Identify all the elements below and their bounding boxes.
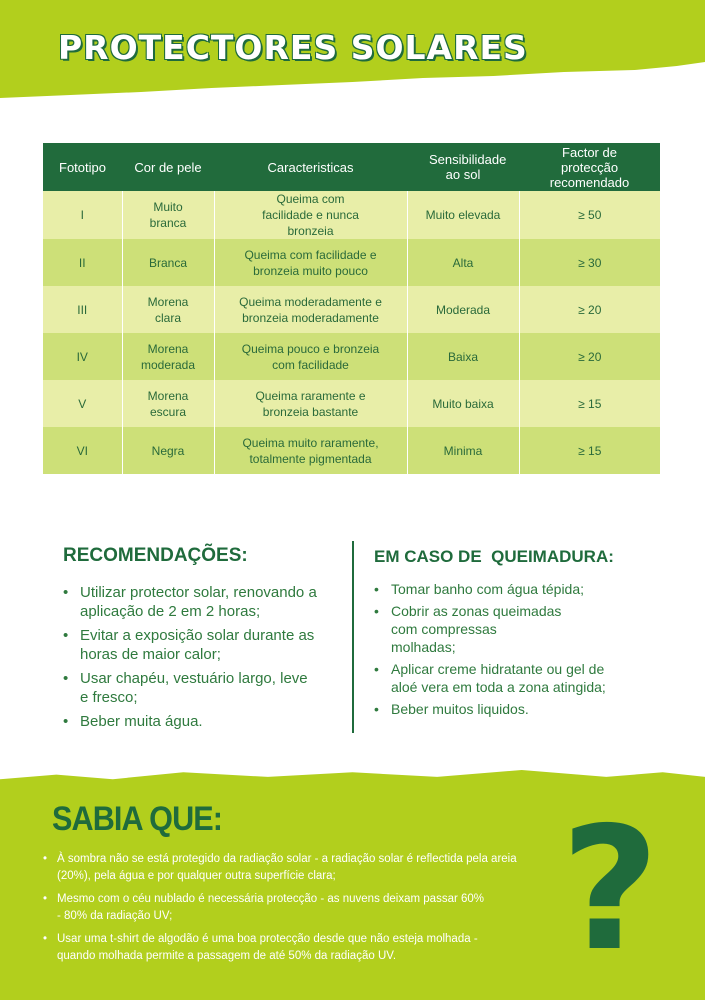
cell-cor: Morena moderada [122,333,214,380]
list-item: • Beber muita água. [63,712,348,731]
list-item: • Tomar banho com água tépida; [374,580,674,598]
header-sensibilidade: Sensibilidade ao sol [429,152,507,182]
cell-factor: ≥ 15 [519,427,660,474]
table-row [43,191,660,239]
question-mark-icon: ? [560,791,660,989]
cell-factor: ≥ 50 [519,191,660,239]
list-item: • Beber muitos liquidos. [374,700,674,718]
cell-fototipo: IV [43,333,122,380]
table-row [43,333,660,380]
header-caracteristicas: Caracteristicas [267,159,354,175]
queimadura-section [374,547,674,722]
cell-fototipo: I [43,191,122,239]
list-item: • Evitar a exposição solar durante as horas de maior calor; [63,626,348,664]
cell-cor: Negra [122,427,214,474]
list-item: • Usar uma t-shirt de algodão é uma boa protecção desde que não esteja molhada - quando molhada permite a passagem de até 50% da radiação UV. [43,931,518,965]
cell-caracteristicas: Queima moderadamente e bronzeia moderadamente [214,286,407,333]
cell-factor: ≥ 15 [519,380,660,427]
table-row [43,286,660,333]
cell-sensibilidade: Muito elevada [407,191,519,239]
cell-cor: Morena escura [122,380,214,427]
recomendacoes-section [63,545,348,736]
cell-cor: Morena clara [122,286,214,333]
cell-sensibilidade: Baixa [407,333,519,380]
cell-fototipo: III [43,286,122,333]
cell-fototipo: VI [43,427,122,474]
cell-factor: ≥ 20 [519,286,660,333]
cell-fototipo: II [43,239,122,286]
header-fototipo: Fototipo [59,159,106,175]
cell-caracteristicas: Queima muito raramente, totalmente pigmentada [214,427,407,474]
list-item: • À sombra não se está protegido da radiação solar - a radiação solar é reflectida pela areia (20%), pela água e por qualquer outra superfície clara; [43,851,518,885]
sabia-que-title: SABIA QUE: [52,800,223,838]
cell-sensibilidade: Moderada [407,286,519,333]
cell-caracteristicas: Queima pouco e bronzeia com facilidade [214,333,407,380]
recomendacoes-list [63,583,348,731]
queimadura-list [374,580,674,718]
cell-cor: Branca [122,239,214,286]
page-title: PROTECTORES SOLARES [58,28,528,67]
header-factor: Factor de protecção recomendado [549,144,630,190]
recomendacoes-title: RECOMENDAÇÕES: [63,545,248,566]
list-item: • Usar chapéu, vestuário largo, leve e fresco; [63,669,348,707]
phototype-table [43,143,660,474]
cell-caracteristicas: Queima raramente e bronzeia bastante [214,380,407,427]
table-row [43,427,660,474]
table-row [43,380,660,427]
list-item: • Aplicar creme hidratante ou gel de aloé vera em toda a zona atingida; [374,660,674,696]
cell-cor: Muito branca [122,191,214,239]
list-item: • Mesmo com o céu nublado é necessária protecção - as nuvens deixam passar 60% - 80% da radiação UV; [43,891,518,925]
sabia-que-list [43,851,518,971]
table-row [43,239,660,286]
cell-sensibilidade: Minima [407,427,519,474]
cell-caracteristicas: Queima com facilidade e nunca bronzeia [214,191,407,239]
section-divider [352,541,354,733]
list-item: • Utilizar protector solar, renovando a aplicação de 2 em 2 horas; [63,583,348,621]
cell-factor: ≥ 30 [519,239,660,286]
header-cor-pele: Cor de pele [134,159,202,175]
cell-fototipo: V [43,380,122,427]
cell-factor: ≥ 20 [519,333,660,380]
cell-sensibilidade: Alta [407,239,519,286]
cell-sensibilidade: Muito baixa [407,380,519,427]
list-item: • Cobrir as zonas queimadas com compressas molhadas; [374,602,674,656]
table-header-row [43,143,660,191]
cell-caracteristicas: Queima com facilidade e bronzeia muito pouco [214,239,407,286]
queimadura-title: EM CASO DE QUEIMADURA: [374,547,614,566]
